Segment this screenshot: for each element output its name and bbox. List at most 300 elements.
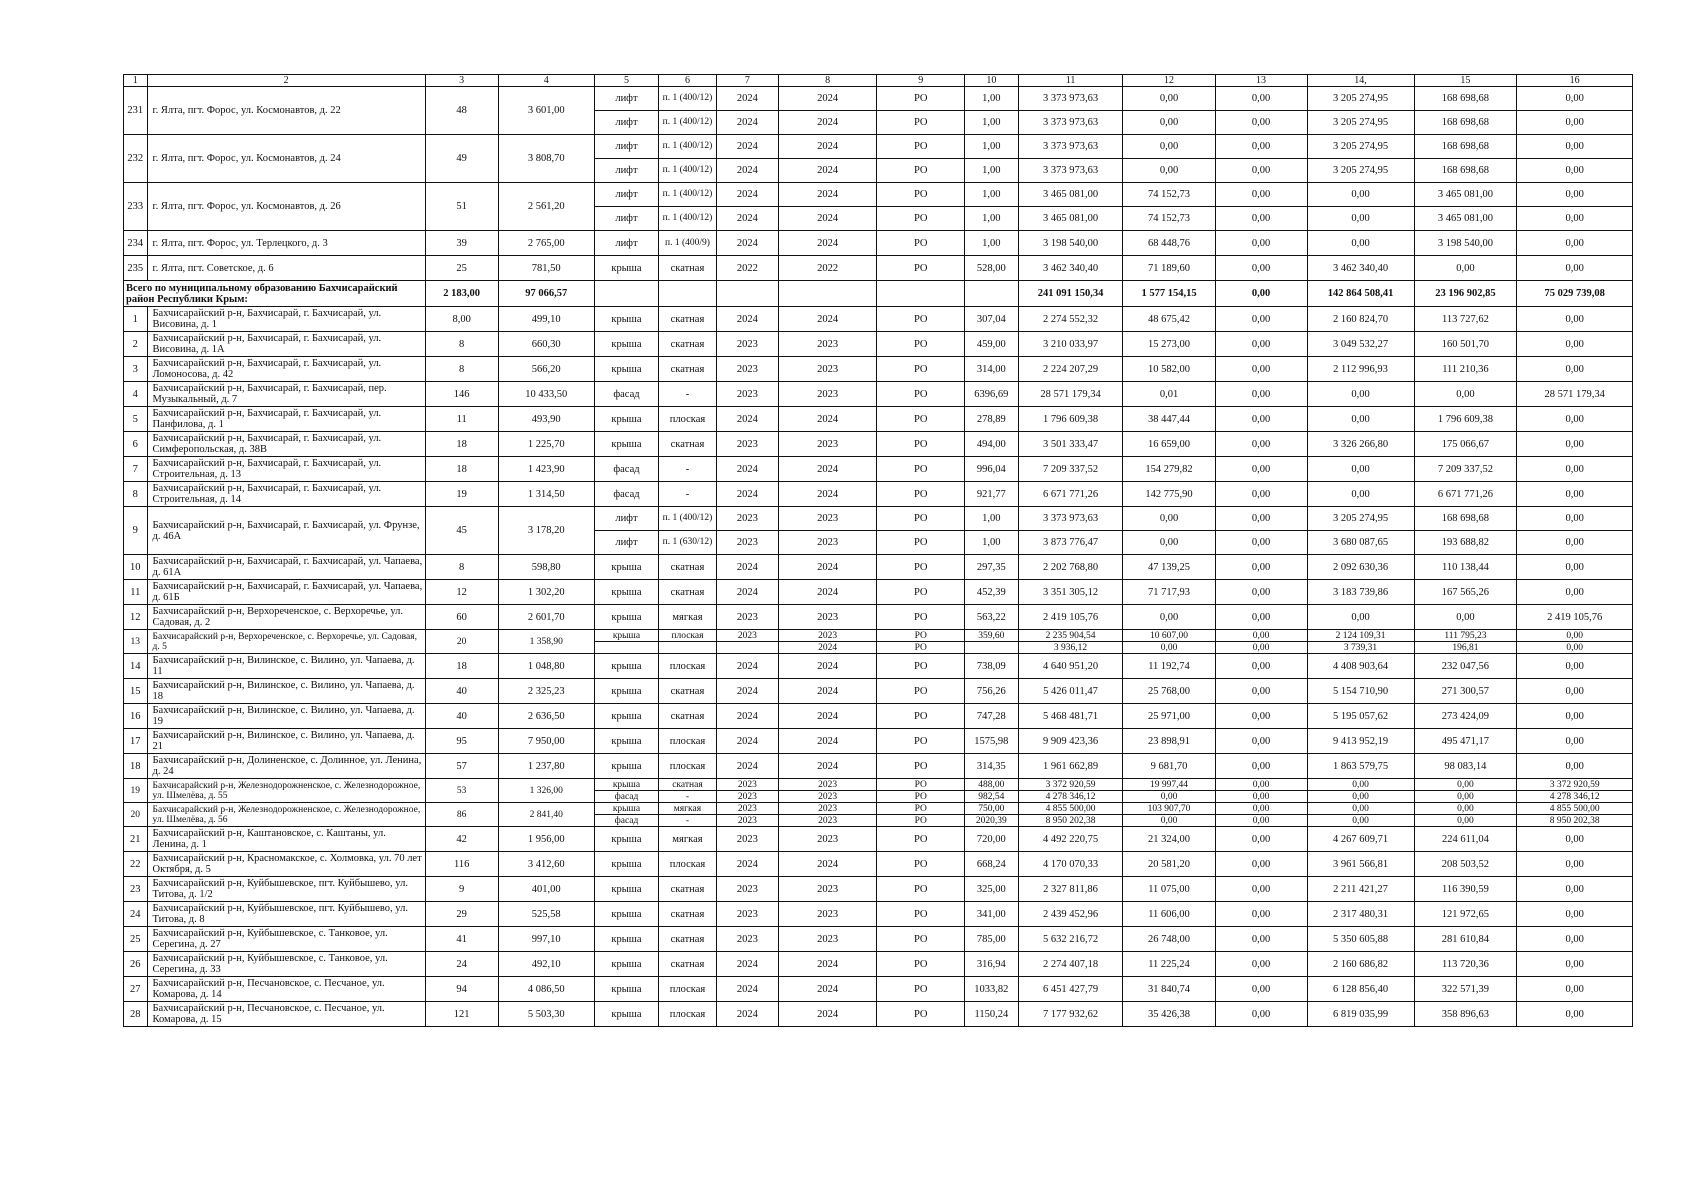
address-cell: Бахчисарайский р-н, Вилинское, с. Вилино, ул. Чапаева, д. 11 xyxy=(147,654,425,679)
cell-element: лифт xyxy=(594,183,658,207)
cell-c16: 0,00 xyxy=(1517,135,1633,159)
cell-volume: 747,28 xyxy=(965,704,1019,729)
table-row xyxy=(124,803,1633,815)
cell-type: скатная xyxy=(659,927,717,952)
cell-c14: 3 961 566,81 xyxy=(1307,852,1414,877)
row-number: 28 xyxy=(124,1002,148,1027)
cell-method: РО xyxy=(877,432,965,457)
cell-method: РО xyxy=(877,159,965,183)
cell-element: крыша xyxy=(594,256,658,281)
row-number: 24 xyxy=(124,902,148,927)
cell-c14: 0,00 xyxy=(1307,183,1414,207)
address-cell: Бахчисарайский р-н, Железнодорожненское, с. Железнодорожное, ул. Шмелёва, д. 56 xyxy=(147,803,425,827)
cell-c12: 68 448,76 xyxy=(1123,231,1215,256)
cell-c15: 168 698,68 xyxy=(1414,111,1517,135)
cell-work-year: 2024 xyxy=(778,111,876,135)
cell-method: РО xyxy=(877,482,965,507)
cell-volume: 297,35 xyxy=(965,555,1019,580)
cell-volume: 563,22 xyxy=(965,605,1019,630)
cell-work-year: 2024 xyxy=(778,87,876,111)
cell-work-year: 2023 xyxy=(778,803,876,815)
cell-cost: 2 202 768,80 xyxy=(1018,555,1123,580)
cell-plan-year: 2023 xyxy=(716,902,778,927)
total-empty-cell xyxy=(965,281,1019,307)
cell-type: п. 1 (630/12) xyxy=(659,531,717,555)
cell-volume: 982,54 xyxy=(965,791,1019,803)
building-area: 1 302,20 xyxy=(498,580,594,605)
cell-c12: 103 907,70 xyxy=(1123,803,1215,815)
cell-c12: 0,00 xyxy=(1123,791,1215,803)
address-cell: Бахчисарайский р-н, Верхореченское, с. Верхоречье, ул. Садовая, д. 5 xyxy=(147,630,425,654)
cell-c16: 3 372 920,59 xyxy=(1517,779,1633,791)
cell-work-year: 2023 xyxy=(778,827,876,852)
cell-method: РО xyxy=(877,307,965,332)
apartments-count: 12 xyxy=(425,580,498,605)
cell-c15: 113 727,62 xyxy=(1414,307,1517,332)
cell-element: крыша xyxy=(594,827,658,852)
cell-plan-year: 2024 xyxy=(716,679,778,704)
cell-method: РО xyxy=(877,927,965,952)
row-number: 231 xyxy=(124,87,148,135)
cell-cost: 5 632 216,72 xyxy=(1018,927,1123,952)
cell-plan-year: 2023 xyxy=(716,432,778,457)
cell-type: п. 1 (400/12) xyxy=(659,135,717,159)
cell-work-year: 2024 xyxy=(778,580,876,605)
cell-c13: 0,00 xyxy=(1215,332,1307,357)
cell-method: РО xyxy=(877,507,965,531)
cell-type: плоская xyxy=(659,754,717,779)
cell-c16: 0,00 xyxy=(1517,827,1633,852)
apartments-count: 25 xyxy=(425,256,498,281)
cell-c15: 273 424,09 xyxy=(1414,704,1517,729)
cell-plan-year: 2023 xyxy=(716,630,778,642)
cell-method: РО xyxy=(877,654,965,679)
cell-element: лифт xyxy=(594,207,658,231)
cell-c15: 110 138,44 xyxy=(1414,555,1517,580)
row-number: 5 xyxy=(124,407,148,432)
cell-volume: 1033,82 xyxy=(965,977,1019,1002)
cell-element: фасад xyxy=(594,382,658,407)
cell-element: крыша xyxy=(594,704,658,729)
building-area: 10 433,50 xyxy=(498,382,594,407)
cell-c14: 3 049 532,27 xyxy=(1307,332,1414,357)
cell-volume: 756,26 xyxy=(965,679,1019,704)
row-number: 3 xyxy=(124,357,148,382)
cell-type: - xyxy=(659,791,717,803)
cell-c16: 0,00 xyxy=(1517,654,1633,679)
cell-element xyxy=(594,642,658,654)
cell-work-year: 2023 xyxy=(778,877,876,902)
cell-type: скатная xyxy=(659,704,717,729)
cell-c15: 358 896,63 xyxy=(1414,1002,1517,1027)
cell-plan-year: 2022 xyxy=(716,256,778,281)
cell-work-year: 2024 xyxy=(778,654,876,679)
cell-work-year: 2024 xyxy=(778,135,876,159)
cell-c16: 4 278 346,12 xyxy=(1517,791,1633,803)
cell-c14: 0,00 xyxy=(1307,457,1414,482)
cell-c15: 116 390,59 xyxy=(1414,877,1517,902)
cell-c15: 193 688,82 xyxy=(1414,531,1517,555)
cell-type: скатная xyxy=(659,432,717,457)
cell-c15: 168 698,68 xyxy=(1414,87,1517,111)
address-cell: г. Ялта, пгт. Форос, ул. Космонавтов, д. 26 xyxy=(147,183,425,231)
apartments-count: 95 xyxy=(425,729,498,754)
cell-work-year: 2024 xyxy=(778,555,876,580)
cell-method: РО xyxy=(877,111,965,135)
cell-c13: 0,00 xyxy=(1215,827,1307,852)
building-area: 3 601,00 xyxy=(498,87,594,135)
cell-cost: 6 451 427,79 xyxy=(1018,977,1123,1002)
cell-plan-year: 2023 xyxy=(716,877,778,902)
table-row xyxy=(124,183,1633,207)
apartments-count: 45 xyxy=(425,507,498,555)
cell-c16: 0,00 xyxy=(1517,332,1633,357)
cell-cost: 3 373 973,63 xyxy=(1018,159,1123,183)
cell-c14: 3 205 274,95 xyxy=(1307,135,1414,159)
cell-c16: 0,00 xyxy=(1517,231,1633,256)
table-row xyxy=(124,754,1633,779)
cell-c15: 208 503,52 xyxy=(1414,852,1517,877)
cell-volume: 1,00 xyxy=(965,207,1019,231)
cell-c16: 0,00 xyxy=(1517,704,1633,729)
cell-c13: 0,00 xyxy=(1215,704,1307,729)
cell-cost: 4 855 500,00 xyxy=(1018,803,1123,815)
cell-cost: 5 426 011,47 xyxy=(1018,679,1123,704)
cell-c14: 5 195 057,62 xyxy=(1307,704,1414,729)
cell-c13: 0,00 xyxy=(1215,729,1307,754)
cell-work-year: 2024 xyxy=(778,207,876,231)
cell-c12: 31 840,74 xyxy=(1123,977,1215,1002)
apartments-count: 40 xyxy=(425,704,498,729)
cell-cost: 3 936,12 xyxy=(1018,642,1123,654)
building-area: 781,50 xyxy=(498,256,594,281)
cell-c14: 0,00 xyxy=(1307,231,1414,256)
document-sheet xyxy=(123,74,1633,1027)
cell-c15: 232 047,56 xyxy=(1414,654,1517,679)
cell-c14: 5 154 710,90 xyxy=(1307,679,1414,704)
table-row xyxy=(124,779,1633,791)
apartments-count: 40 xyxy=(425,679,498,704)
table-row xyxy=(124,507,1633,531)
cell-c13: 0,00 xyxy=(1215,803,1307,815)
cell-c12: 0,00 xyxy=(1123,135,1215,159)
cell-type: мягкая xyxy=(659,803,717,815)
cell-cost: 2 274 407,18 xyxy=(1018,952,1123,977)
cell-plan-year: 2024 xyxy=(716,580,778,605)
address-cell: Бахчисарайский р-н, Бахчисарай, г. Бахчисарай, ул. Ломоносова, д. 42 xyxy=(147,357,425,382)
column-number-7: 7 xyxy=(716,75,778,87)
cell-volume: 1,00 xyxy=(965,507,1019,531)
cell-c16: 0,00 xyxy=(1517,977,1633,1002)
cell-c13: 0,00 xyxy=(1215,307,1307,332)
row-number: 18 xyxy=(124,754,148,779)
cell-c13: 0,00 xyxy=(1215,231,1307,256)
cell-plan-year: 2024 xyxy=(716,111,778,135)
cell-type: скатная xyxy=(659,779,717,791)
row-number: 21 xyxy=(124,827,148,852)
total-c13: 0,00 xyxy=(1215,281,1307,307)
cell-c13: 0,00 xyxy=(1215,159,1307,183)
cell-type: п. 1 (400/9) xyxy=(659,231,717,256)
cell-c12: 71 189,60 xyxy=(1123,256,1215,281)
cell-c12: 35 426,38 xyxy=(1123,1002,1215,1027)
row-number: 9 xyxy=(124,507,148,555)
table-row xyxy=(124,382,1633,407)
cell-c14: 2 160 824,70 xyxy=(1307,307,1414,332)
cell-type: п. 1 (400/12) xyxy=(659,87,717,111)
cell-method: РО xyxy=(877,791,965,803)
cell-c12: 11 606,00 xyxy=(1123,902,1215,927)
cell-method: РО xyxy=(877,952,965,977)
cell-element: крыша xyxy=(594,977,658,1002)
address-cell: Бахчисарайский р-н, Верхореченское, с. Верхоречье, ул. Садовая, д. 2 xyxy=(147,605,425,630)
cell-c12: 0,01 xyxy=(1123,382,1215,407)
cell-c13: 0,00 xyxy=(1215,852,1307,877)
cell-cost: 3 210 033,97 xyxy=(1018,332,1123,357)
cell-c15: 224 611,04 xyxy=(1414,827,1517,852)
cell-type: плоская xyxy=(659,729,717,754)
cell-cost: 3 462 340,40 xyxy=(1018,256,1123,281)
cell-cost: 6 671 771,26 xyxy=(1018,482,1123,507)
cell-c13: 0,00 xyxy=(1215,357,1307,382)
cell-c15: 495 471,17 xyxy=(1414,729,1517,754)
address-cell: Бахчисарайский р-н, Бахчисарай, г. Бахчисарай, ул. Висовина, д. 1А xyxy=(147,332,425,357)
building-area: 1 237,80 xyxy=(498,754,594,779)
total-c14: 142 864 508,41 xyxy=(1307,281,1414,307)
cell-c16: 0,00 xyxy=(1517,507,1633,531)
address-cell: Бахчисарайский р-н, Бахчисарай, г. Бахчисарай, ул. Строительная, д. 13 xyxy=(147,457,425,482)
cell-c12: 154 279,82 xyxy=(1123,457,1215,482)
cell-type: скатная xyxy=(659,952,717,977)
cell-c15: 167 565,26 xyxy=(1414,580,1517,605)
cell-c14: 0,00 xyxy=(1307,779,1414,791)
cell-method: РО xyxy=(877,332,965,357)
cell-plan-year: 2023 xyxy=(716,507,778,531)
cell-c15: 168 698,68 xyxy=(1414,507,1517,531)
row-number: 1 xyxy=(124,307,148,332)
row-number: 17 xyxy=(124,729,148,754)
row-number: 234 xyxy=(124,231,148,256)
cell-c12: 15 273,00 xyxy=(1123,332,1215,357)
cell-c13: 0,00 xyxy=(1215,87,1307,111)
total-empty-cell xyxy=(594,281,658,307)
cell-work-year: 2024 xyxy=(778,159,876,183)
cell-c12: 9 681,70 xyxy=(1123,754,1215,779)
table-row xyxy=(124,827,1633,852)
address-cell: Бахчисарайский р-н, Бахчисарай, г. Бахчисарай, ул. Строительная, д. 14 xyxy=(147,482,425,507)
cell-c12: 0,00 xyxy=(1123,642,1215,654)
apartments-count: 20 xyxy=(425,630,498,654)
column-number-11: 11 xyxy=(1018,75,1123,87)
total-area: 97 066,57 xyxy=(498,281,594,307)
cell-c14: 0,00 xyxy=(1307,407,1414,432)
cell-type: - xyxy=(659,457,717,482)
cell-c12: 0,00 xyxy=(1123,531,1215,555)
apartments-count: 53 xyxy=(425,779,498,803)
table-body xyxy=(124,75,1633,1027)
building-area: 2 841,40 xyxy=(498,803,594,827)
row-number: 11 xyxy=(124,580,148,605)
cell-type: п. 1 (400/12) xyxy=(659,507,717,531)
cell-c15: 3 465 081,00 xyxy=(1414,207,1517,231)
cell-volume: 459,00 xyxy=(965,332,1019,357)
building-area: 3 808,70 xyxy=(498,135,594,183)
row-number: 20 xyxy=(124,803,148,827)
cell-work-year: 2023 xyxy=(778,605,876,630)
cell-type: - xyxy=(659,815,717,827)
total-c16: 75 029 739,08 xyxy=(1517,281,1633,307)
column-number-1: 1 xyxy=(124,75,148,87)
building-area: 2 325,23 xyxy=(498,679,594,704)
cell-c15: 0,00 xyxy=(1414,779,1517,791)
cell-plan-year: 2023 xyxy=(716,927,778,952)
cell-volume: 738,09 xyxy=(965,654,1019,679)
cell-work-year: 2023 xyxy=(778,791,876,803)
cell-c15: 113 720,36 xyxy=(1414,952,1517,977)
row-number: 233 xyxy=(124,183,148,231)
table-row xyxy=(124,1002,1633,1027)
apartments-count: 8,00 xyxy=(425,307,498,332)
table-row xyxy=(124,457,1633,482)
cell-c12: 19 997,44 xyxy=(1123,779,1215,791)
row-number: 6 xyxy=(124,432,148,457)
cell-volume: 750,00 xyxy=(965,803,1019,815)
cell-c12: 20 581,20 xyxy=(1123,852,1215,877)
cell-work-year: 2024 xyxy=(778,754,876,779)
cell-c14: 6 819 035,99 xyxy=(1307,1002,1414,1027)
cell-element: крыша xyxy=(594,927,658,952)
cell-c16: 0,00 xyxy=(1517,852,1633,877)
cell-c16: 0,00 xyxy=(1517,87,1633,111)
cell-element: крыша xyxy=(594,307,658,332)
cell-c16: 0,00 xyxy=(1517,754,1633,779)
cell-method: РО xyxy=(877,827,965,852)
address-cell: Бахчисарайский р-н, Бахчисарай, г. Бахчисарай, ул. Чапаева, д. 61Б xyxy=(147,580,425,605)
cell-work-year: 2024 xyxy=(778,679,876,704)
cell-c13: 0,00 xyxy=(1215,580,1307,605)
cell-c15: 0,00 xyxy=(1414,815,1517,827)
cell-c13: 0,00 xyxy=(1215,779,1307,791)
cell-work-year: 2023 xyxy=(778,531,876,555)
cell-method: РО xyxy=(877,754,965,779)
cell-method: РО xyxy=(877,256,965,281)
cell-element: крыша xyxy=(594,407,658,432)
cell-plan-year: 2023 xyxy=(716,605,778,630)
cell-work-year: 2024 xyxy=(778,977,876,1002)
cell-c13: 0,00 xyxy=(1215,679,1307,704)
cell-cost: 3 373 973,63 xyxy=(1018,87,1123,111)
cell-plan-year: 2024 xyxy=(716,207,778,231)
cell-work-year: 2023 xyxy=(778,357,876,382)
address-cell: Бахчисарайский р-н, Бахчисарай, г. Бахчисарай, пер. Музыкальный, д. 7 xyxy=(147,382,425,407)
cell-c16: 0,00 xyxy=(1517,357,1633,382)
table-row xyxy=(124,87,1633,111)
cell-plan-year: 2023 xyxy=(716,382,778,407)
cell-work-year: 2024 xyxy=(778,852,876,877)
apartments-count: 121 xyxy=(425,1002,498,1027)
row-number: 19 xyxy=(124,779,148,803)
cell-volume: 452,39 xyxy=(965,580,1019,605)
cell-plan-year: 2024 xyxy=(716,183,778,207)
cell-volume: 278,89 xyxy=(965,407,1019,432)
cell-method: РО xyxy=(877,679,965,704)
table-row xyxy=(124,231,1633,256)
cell-c13: 0,00 xyxy=(1215,407,1307,432)
cell-plan-year: 2024 xyxy=(716,977,778,1002)
cell-type: п. 1 (400/12) xyxy=(659,111,717,135)
address-cell: Бахчисарайский р-н, Долиненское, с. Долинное, ул. Ленина, д. 24 xyxy=(147,754,425,779)
total-row xyxy=(124,281,1633,307)
cell-element: крыша xyxy=(594,1002,658,1027)
apartments-count: 116 xyxy=(425,852,498,877)
cell-element: крыша xyxy=(594,357,658,382)
cell-work-year: 2023 xyxy=(778,332,876,357)
cell-c14: 3 462 340,40 xyxy=(1307,256,1414,281)
cell-element: фасад xyxy=(594,791,658,803)
total-empty-cell xyxy=(716,281,778,307)
cell-element: крыша xyxy=(594,679,658,704)
cell-plan-year: 2023 xyxy=(716,791,778,803)
cell-element: крыша xyxy=(594,754,658,779)
table-row xyxy=(124,135,1633,159)
building-area: 4 086,50 xyxy=(498,977,594,1002)
cell-c16: 0,00 xyxy=(1517,729,1633,754)
cell-plan-year: 2023 xyxy=(716,815,778,827)
cell-c16: 0,00 xyxy=(1517,580,1633,605)
cell-c15: 1 796 609,38 xyxy=(1414,407,1517,432)
cell-c13: 0,00 xyxy=(1215,1002,1307,1027)
cell-volume: 359,60 xyxy=(965,630,1019,642)
cell-c15: 271 300,57 xyxy=(1414,679,1517,704)
column-number-5: 5 xyxy=(594,75,658,87)
table-row xyxy=(124,432,1633,457)
cell-type: скатная xyxy=(659,256,717,281)
row-number: 12 xyxy=(124,605,148,630)
cell-c12: 0,00 xyxy=(1123,507,1215,531)
address-cell: Бахчисарайский р-н, Бахчисарай, г. Бахчисарай, ул. Симферопольская, д. 38В xyxy=(147,432,425,457)
apartments-count: 48 xyxy=(425,87,498,135)
cell-c13: 0,00 xyxy=(1215,207,1307,231)
table-row xyxy=(124,332,1633,357)
cell-c16: 0,00 xyxy=(1517,482,1633,507)
cell-c13: 0,00 xyxy=(1215,507,1307,531)
building-area: 493,90 xyxy=(498,407,594,432)
address-cell: Бахчисарайский р-н, Красномакское, с. Холмовка, ул. 70 лет Октября, д. 5 xyxy=(147,852,425,877)
cell-cost: 2 327 811,86 xyxy=(1018,877,1123,902)
cell-c14: 4 267 609,71 xyxy=(1307,827,1414,852)
cell-method: РО xyxy=(877,231,965,256)
capital-repair-table xyxy=(123,74,1633,1027)
cell-c15: 3 198 540,00 xyxy=(1414,231,1517,256)
cell-c15: 175 066,67 xyxy=(1414,432,1517,457)
cell-element: крыша xyxy=(594,803,658,815)
cell-c13: 0,00 xyxy=(1215,111,1307,135)
cell-c16: 0,00 xyxy=(1517,207,1633,231)
cell-c12: 10 607,00 xyxy=(1123,630,1215,642)
cell-element: крыша xyxy=(594,605,658,630)
cell-c16: 8 950 202,38 xyxy=(1517,815,1633,827)
building-area: 1 225,70 xyxy=(498,432,594,457)
cell-c14: 2 211 421,27 xyxy=(1307,877,1414,902)
cell-type: плоская xyxy=(659,1002,717,1027)
cell-element: крыша xyxy=(594,654,658,679)
cell-c14: 3 326 266,80 xyxy=(1307,432,1414,457)
cell-type: п. 1 (400/12) xyxy=(659,207,717,231)
cell-element: крыша xyxy=(594,332,658,357)
address-cell: Бахчисарайский р-н, Куйбышевское, пгт. Куйбышево, ул. Титова, д. 1/2 xyxy=(147,877,425,902)
column-number-4: 4 xyxy=(498,75,594,87)
cell-work-year: 2024 xyxy=(778,704,876,729)
